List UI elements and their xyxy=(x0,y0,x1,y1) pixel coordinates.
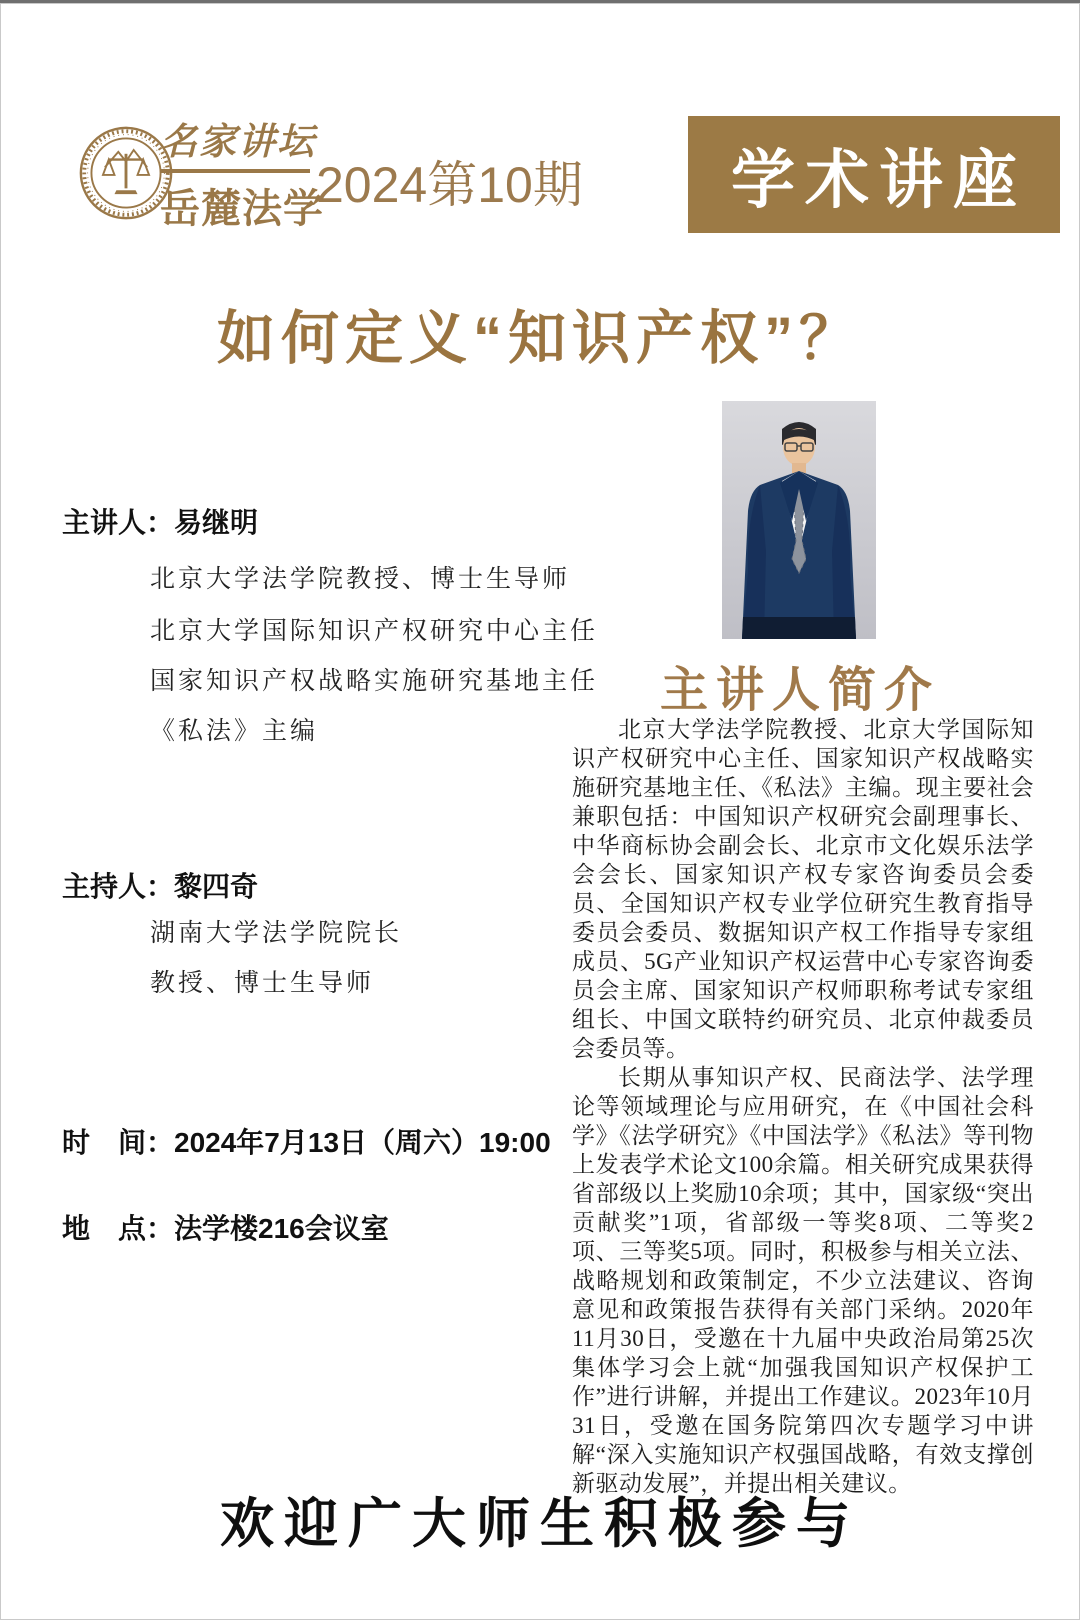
speaker-section xyxy=(62,501,258,541)
lecture-type-banner xyxy=(688,116,1060,233)
venue-label: 地 点： xyxy=(62,1213,175,1244)
time-label: 时 间： xyxy=(62,1127,175,1158)
host-name: 黎四奇 xyxy=(174,871,259,902)
host-title-line: 教授、博士生导师 xyxy=(150,970,375,997)
speaker-bio xyxy=(572,715,1034,1498)
series-title: 名家讲坛 xyxy=(160,111,310,173)
speaker-title-line: 《私法》主编 xyxy=(150,718,319,745)
banner-label: 学术讲座 xyxy=(731,143,1027,216)
speaker-name: 易继明 xyxy=(174,507,259,538)
time-row xyxy=(62,1121,551,1161)
time-value: 2024年7月13日（周六）19:00 xyxy=(174,1127,551,1158)
profile-heading: 主讲人简介 xyxy=(659,664,940,717)
page-title: 如何定义“知识产权”？ xyxy=(216,306,863,371)
host-section xyxy=(62,865,258,905)
venue-value: 法学楼216会议室 xyxy=(174,1213,389,1244)
lecture-series-logo xyxy=(160,111,324,234)
issue-number: 2024第10期 xyxy=(316,157,583,213)
welcome-message: 欢迎广大师生积极参与 xyxy=(220,1494,860,1554)
host-label: 主持人： xyxy=(62,871,175,902)
bio-paragraph: 长期从事知识产权、民商法学、法学理论等领域理论与应用研究，在《中国社会科学》《法学研究》《中国法学》《私法》等刊物上发表学术论文100余篇。相关研究成果获得省部级以上奖励10余项；其中，国家级“突出贡献奖”1项，省部级一等奖8项、二等奖2项、三等奖5项。同时，积极参与相关立法、战略规划和政策制定，不少立法建议、咨询意见和政策报告获得有关部门采纳。2020年11月30日，受邀在十九届中央政治局第25次集体学习会上就“加强我国知识产权保护工作”进行讲解，并提出工作建议。2023年10月31日，受邀在国务院第四次专题学习中讲解“深入实施知识产权强国战略，有效支撑创新驱动发展”，并提出相关建议。 xyxy=(572,1065,1034,1496)
series-subtitle: 岳麓法学 xyxy=(160,187,324,231)
venue-row xyxy=(62,1207,389,1247)
bio-paragraph: 北京大学法学院教授、北京大学国际知识产权研究中心主任、国家知识产权战略实施研究基地主任、《私法》主编。现主要社会兼职包括：中国知识产权研究会副理事长、中华商标协会副会长、北京市文化娱乐法学会会长、国家知识产权专家咨询委员会委员、全国知识产权专业学位研究生教育指导委员会委员、数据知识产权工作指导专家组成员、5G产业知识产权运营中心专家咨询委员会主席、国家知识产权师职称考试专家组组长、中国文联特约研究员、北京仲裁委员会委员等。 xyxy=(572,717,1034,1061)
speaker-title-line: 北京大学法学院教授、博士生导师 xyxy=(150,566,571,593)
speaker-title-line: 北京大学国际知识产权研究中心主任 xyxy=(150,618,599,645)
speaker-portrait-photo xyxy=(722,401,876,639)
speaker-label: 主讲人： xyxy=(62,507,175,538)
host-title-line: 湖南大学法学院院长 xyxy=(150,920,403,947)
speaker-title-line: 国家知识产权战略实施研究基地主任 xyxy=(150,668,599,695)
